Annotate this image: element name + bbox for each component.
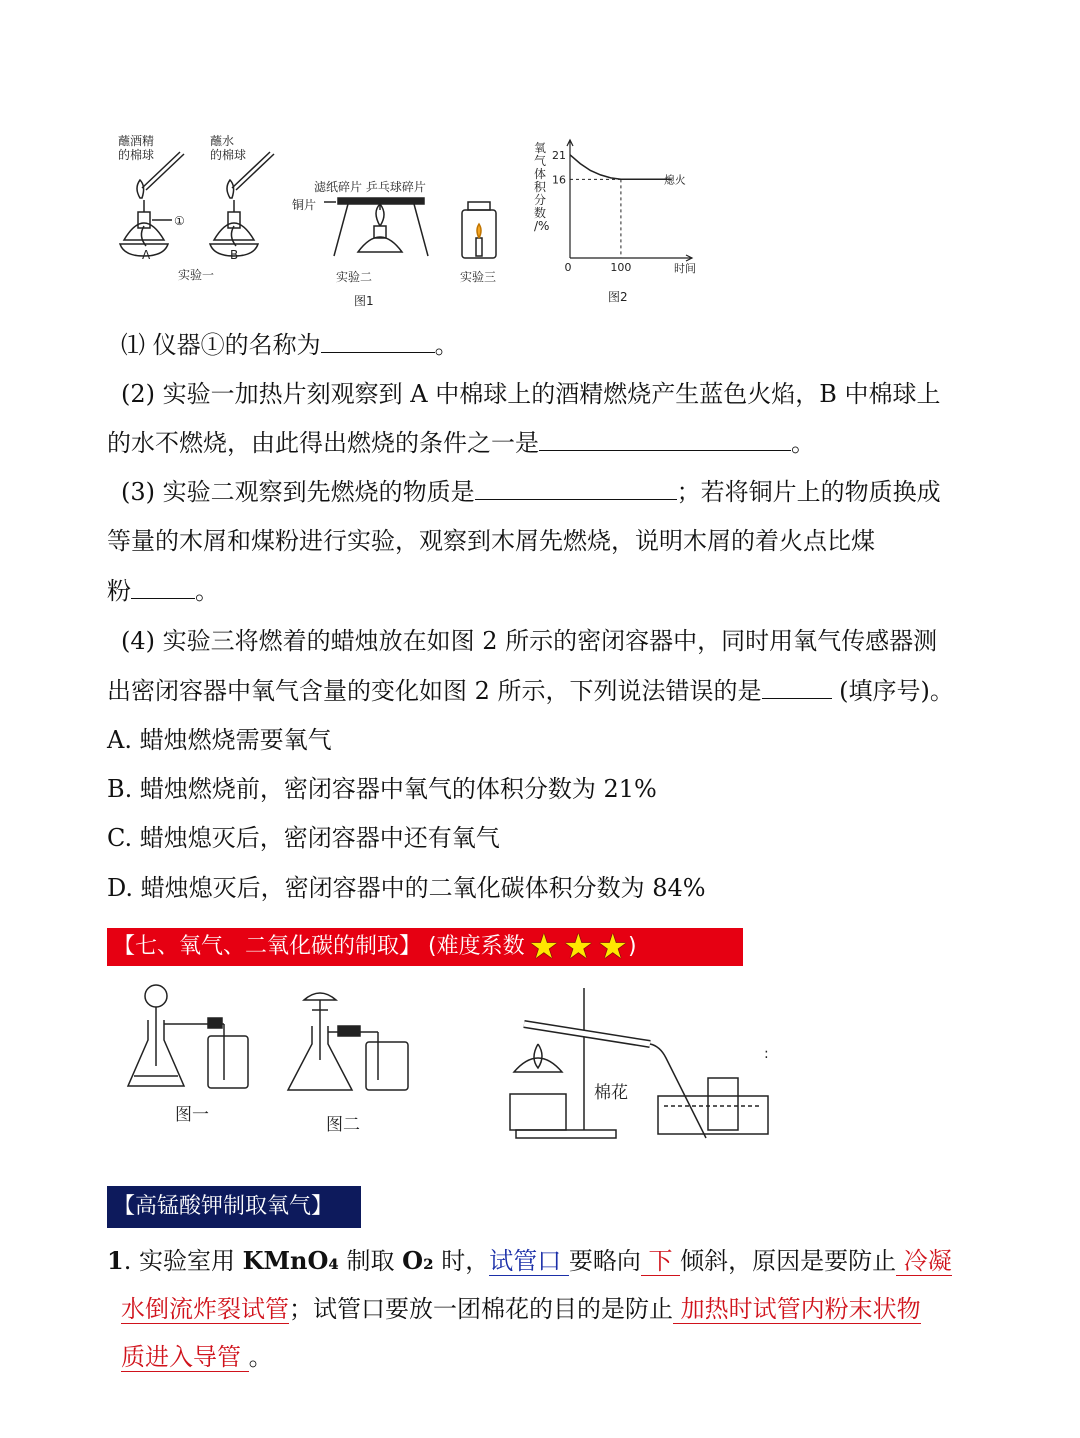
label-a: A — [142, 248, 151, 262]
q4-suffix: (填序号)。 — [831, 677, 954, 705]
star-icon: ★ — [563, 927, 594, 967]
ylabel-char: 气 — [534, 154, 547, 168]
kmno4-text: . 实验室用 — [123, 1247, 243, 1275]
collecting-bottle-1 — [208, 1036, 248, 1088]
question-4-line-1: (4) 实验三将燃着的蜡烛放在如图 2 所示的密闭容器中，同时用氧气传感器测 — [121, 627, 938, 655]
kmno4-text: 。 — [248, 1343, 273, 1371]
label-line: 蘸水 — [210, 134, 235, 148]
kmno4-text: ；试管口要放一团棉花的目的是防止 — [289, 1295, 673, 1323]
gas-apparatus-drawing — [120, 980, 780, 1150]
oxygen-chart — [540, 130, 700, 280]
question-4-line-2 — [107, 676, 954, 706]
alcohol-lamp — [514, 1058, 562, 1072]
collecting-bottle-2 — [366, 1042, 408, 1090]
exp1-label: 实验一 — [178, 268, 215, 282]
question-3-line-1 — [121, 477, 941, 507]
tongs-a — [142, 152, 180, 188]
kmno4-line-1 — [107, 1246, 952, 1276]
q1-text: ⑴ 仪器①的名称为 — [121, 331, 321, 359]
ylabel-char: 数 — [534, 206, 547, 220]
ylabel-char: 氧 — [534, 141, 547, 155]
q3-text-cont: ；若将铜片上的物质换成 — [676, 478, 941, 506]
section-7-close: ) — [628, 934, 637, 959]
figure-two-caption: 图二 — [326, 1115, 360, 1135]
q4-blank[interactable] — [762, 676, 832, 699]
section-7-title: 【七、氧气、二氧化碳的制取】 (难度系数 — [113, 934, 525, 959]
gas-jar — [708, 1078, 738, 1130]
answer-tube-mouth: 试管口 — [489, 1247, 569, 1275]
formula-kmno4: KMnO₄ — [242, 1246, 339, 1275]
oxygen-series-line — [570, 155, 672, 180]
q2-suffix: 。 — [791, 429, 815, 457]
star-icon: ★ — [528, 927, 560, 967]
alcohol-lamp-a — [124, 223, 164, 240]
annotation-extinguish: 熄火 — [663, 173, 686, 187]
kmno4-text: 制取 — [338, 1247, 403, 1275]
question-2-line-1: (2) 实验一加热片刻观察到 A 中棉球上的酒精燃烧产生蓝色火焰，B 中棉球上 — [121, 380, 941, 408]
figure2-caption: 图2 — [608, 290, 628, 304]
answer-condensation: 冷凝 — [896, 1247, 952, 1275]
exp2-top-label: 滤纸碎片 乒乓球碎片 — [314, 180, 426, 194]
answer-down: 下 — [640, 1247, 681, 1275]
star-icon: ★ — [597, 927, 629, 967]
label-line: 的棉球 — [210, 148, 247, 162]
q1-blank[interactable] — [321, 330, 435, 353]
alcohol-lamp-c — [358, 237, 402, 252]
tongs-b — [232, 152, 270, 188]
marker-1: ① — [174, 214, 185, 228]
option-b: B. 蜡烛燃烧前，密闭容器中氧气的体积分数为 21% — [107, 775, 657, 803]
ylabel-char: /% — [534, 219, 550, 233]
ytick-16: 16 — [552, 173, 566, 187]
exp3-label: 实验三 — [460, 270, 497, 284]
kmno4-text: 时， — [433, 1247, 490, 1275]
q3-text: (3) 实验二观察到先燃烧的物质是 — [121, 478, 475, 506]
q3-blank-1[interactable] — [475, 477, 677, 500]
ylabel-char: 体 — [534, 167, 547, 181]
alcohol-lamp-b — [214, 223, 254, 240]
wooden-block — [510, 1094, 566, 1130]
copper-plate — [338, 198, 424, 204]
exp2-label: 实验二 — [336, 270, 373, 284]
q4-text: 出密闭容器中氧气含量的变化如图 2 所示，下列说法错误的是 — [107, 677, 762, 705]
q2-blank[interactable] — [539, 428, 791, 451]
kmno4-number: 1 — [107, 1246, 124, 1275]
q3-suffix: 。 — [195, 577, 219, 605]
xtick-100: 100 — [610, 261, 632, 274]
option-d: D. 蜡烛熄灭后，密闭容器中的二氧化碳体积分数为 84% — [107, 874, 706, 902]
ylabel-char: 积 — [534, 180, 547, 194]
formula-o2: O₂ — [402, 1246, 434, 1275]
figure1-caption: 图1 — [354, 294, 374, 308]
figure-one-caption: 图一 — [175, 1105, 209, 1125]
copper-label: 铜片 — [292, 198, 317, 212]
question-1 — [121, 330, 459, 360]
xtick-0: 0 — [564, 261, 572, 274]
question-3-line-2: 等量的木屑和煤粉进行实验，观察到木屑先燃烧，说明木屑的着火点比煤 — [107, 527, 875, 555]
label-line: 的棉球 — [118, 148, 155, 162]
label-b: B — [230, 248, 239, 262]
q3-blank-2[interactable] — [131, 576, 195, 599]
x-axis-label: 时间 — [674, 262, 696, 275]
kmno4-line-2 — [121, 1294, 921, 1324]
q3-text-end: 粉 — [107, 577, 131, 605]
funnel-bulb — [145, 985, 167, 1007]
question-3-line-3 — [107, 576, 219, 606]
question-2-line-2 — [107, 428, 815, 458]
ytick-21: 21 — [552, 148, 566, 162]
option-a: A. 蜡烛燃烧需要氧气 — [107, 726, 332, 754]
kmno4-text: 倾斜，原因是要防止 — [680, 1247, 897, 1275]
stray-mark: : — [764, 1046, 769, 1062]
option-c: C. 蜡烛熄灭后，密闭容器中还有氧气 — [107, 824, 500, 852]
answer-powder: 加热时试管内粉末状物 — [673, 1295, 921, 1323]
ylabel-char: 分 — [534, 193, 547, 207]
separatory-funnel — [304, 993, 336, 1000]
kmno4-text: 要略向 — [568, 1247, 641, 1275]
answer-powder-cont: 质进入导管 — [121, 1343, 249, 1371]
q2-text: 的水不燃烧，由此得出燃烧的条件之一是 — [107, 429, 539, 457]
cotton-label: 棉花 — [594, 1083, 628, 1103]
section-7-banner — [107, 928, 743, 966]
water-trough — [658, 1096, 768, 1134]
kmno4-banner: 【高锰酸钾制取氧气】 — [107, 1186, 361, 1228]
q1-suffix: 。 — [434, 331, 459, 359]
kmno4-line-3 — [121, 1342, 273, 1372]
answer-condensation-cont: 水倒流炸裂试管 — [121, 1295, 289, 1323]
label-line: 蘸酒精 — [118, 134, 155, 148]
